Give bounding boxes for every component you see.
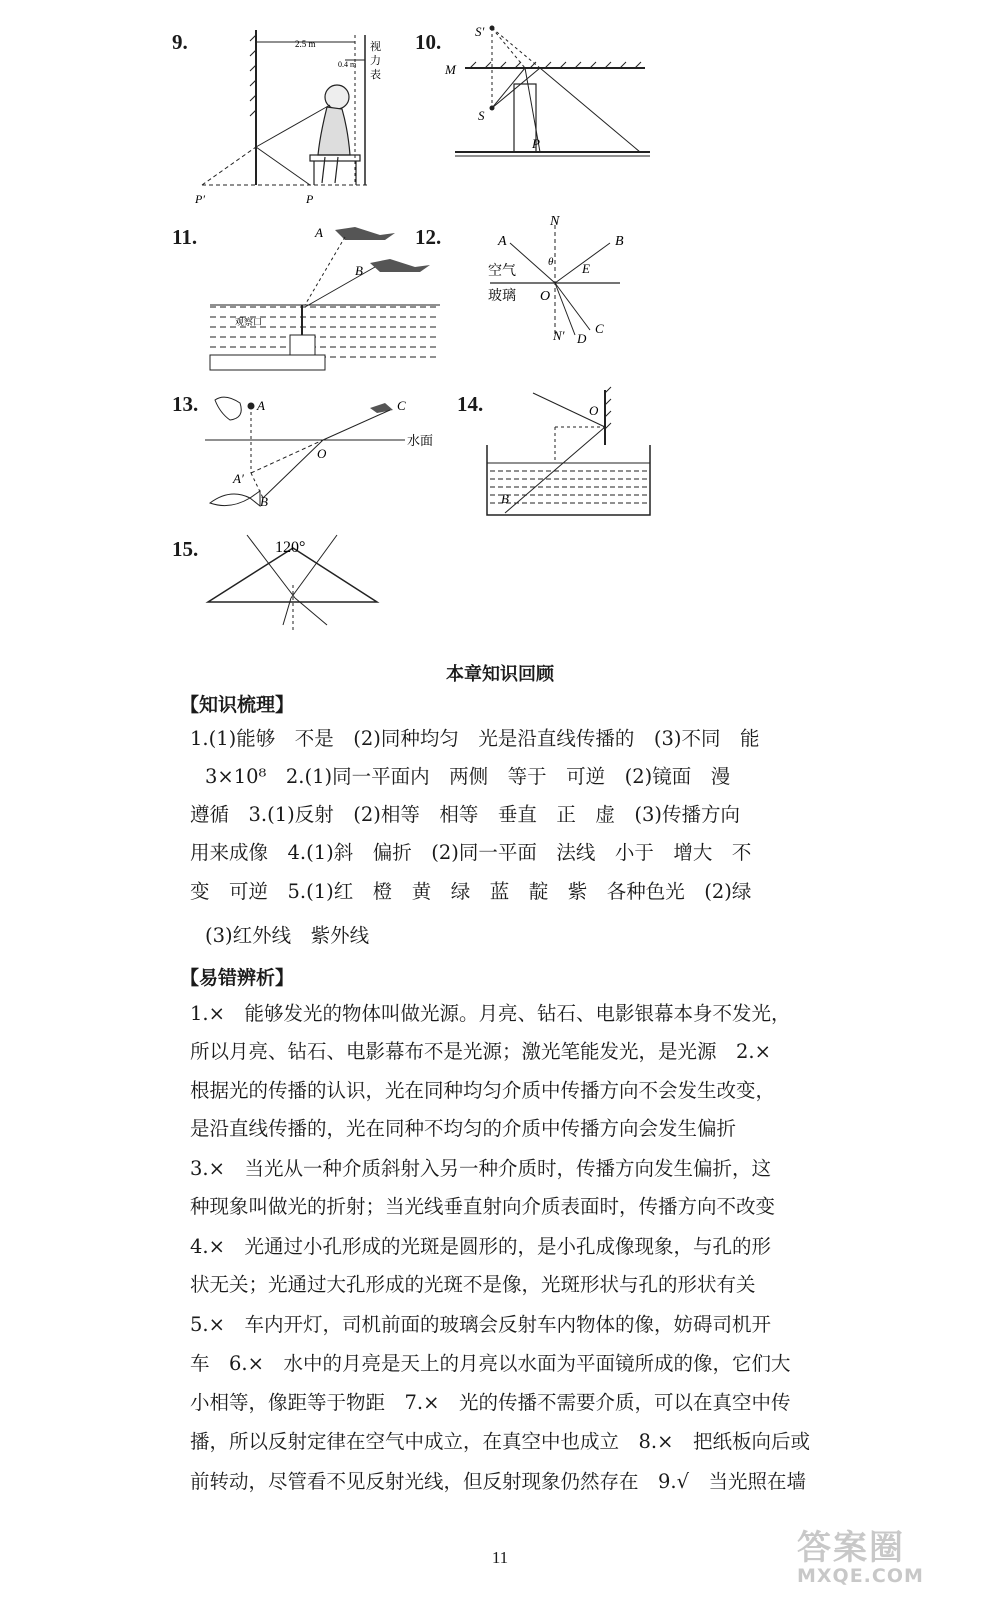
point-o: O: [540, 289, 551, 304]
ray-a: A: [498, 234, 507, 249]
knowledge-line: 用来成像 4.(1)斜 偏折 (2)同一平面 法线 小于 增大 不: [190, 841, 752, 864]
point-p-prime: P′: [195, 192, 205, 206]
analysis-line: 状无关；光通过大孔形成的光斑不是像，光斑形状与孔的形状有关: [190, 1273, 756, 1296]
analysis-line: 4.× 光通过小孔形成的光斑是圆形的，是小孔成像现象，与孔的形: [190, 1235, 771, 1258]
knowledge-line: 3×10⁸ 2.(1)同一平面内 两侧 等于 可逆 (2)镜面 漫: [205, 765, 731, 788]
point-b: B: [501, 491, 509, 506]
page-number: 11: [491, 1548, 509, 1567]
figure-14-mirror-water-tank: [485, 385, 660, 520]
point-a-prime: A′: [233, 471, 244, 486]
ray-d: D: [577, 331, 587, 346]
point-c: C: [397, 398, 406, 413]
eye-icon: [370, 403, 393, 413]
analysis-line: 根据光的传播的认识，光在同种均匀介质中传播方向不会发生改变，: [190, 1079, 776, 1102]
window-label: 观察口: [235, 317, 263, 327]
figure-11-periscope-planes: [205, 215, 445, 380]
eye-chart-label: 视: [370, 41, 381, 53]
svg-text:力: 力: [370, 55, 381, 67]
analysis-line: 5.× 车内开灯，司机前面的玻璃会反射车内物体的像，妨碍司机开: [190, 1313, 771, 1336]
dim-0-4m: 0.4 m: [338, 60, 357, 69]
angle-theta: θ: [548, 256, 554, 268]
plane-a-label: A: [315, 225, 323, 240]
normal-n-prime: N′: [553, 328, 565, 343]
fish-icon: [210, 491, 260, 506]
figure-15-prism: [205, 530, 385, 630]
analysis-line: 车 6.× 水中的月亮是天上的月亮以水面为平面镜所成的像，它们大: [190, 1352, 791, 1375]
svg-text:表: 表: [370, 69, 381, 81]
knowledge-line: 1.(1)能够 不是 (2)同种均匀 光是沿直线传播的 (3)不同 能: [190, 727, 760, 750]
chapter-review-title: 本章知识回顾: [446, 664, 554, 685]
watermark: [797, 1520, 982, 1592]
question-10-number: 10.: [415, 30, 442, 54]
analysis-line: 小相等，像距等于物距 7.× 光的传播不需要介质，可以在真空中传: [190, 1391, 791, 1414]
analysis-line: 是沿直线传播的，光在同种不均匀的介质中传播方向会发生偏折: [190, 1117, 737, 1140]
point-b: B: [260, 494, 268, 509]
question-11-number: 11.: [172, 225, 198, 249]
analysis-line: 3.× 当光从一种介质斜射入另一种介质时，传播方向发生偏折，这: [190, 1157, 771, 1180]
analysis-line: 所以月亮、钻石、电影幕布不是光源；激光笔能发光，是光源 2.×: [190, 1040, 771, 1063]
section-error-analysis-heading: 【易错辨析】: [180, 967, 295, 989]
point-s-prime: S′: [475, 24, 485, 39]
plane-b-label: B: [355, 263, 363, 278]
figure-10-mirror-reflection: [440, 22, 660, 162]
normal-n: N: [550, 214, 560, 229]
question-14-number: 14.: [457, 392, 484, 416]
glass-label: 玻璃: [488, 289, 516, 304]
figure-9-mirror-eye-chart: [190, 25, 420, 210]
water-surface-label: 水面: [407, 433, 434, 448]
knowledge-line: (3)红外线 紫外线: [205, 924, 370, 947]
analysis-line: 1.× 能够发光的物体叫做光源。月亮、钻石、电影银幕本身不发光，: [190, 1002, 791, 1025]
point-p: P: [306, 192, 314, 206]
point-o: O: [589, 403, 599, 418]
bird-icon: [215, 397, 241, 420]
dim-2-5m: 2.5 m: [295, 39, 316, 49]
section-knowledge-heading: 【知识梳理】: [180, 694, 295, 716]
ray-c: C: [595, 321, 604, 336]
figure-13-bird-fish-water: [205, 388, 445, 518]
analysis-line: 种现象叫做光的折射；当光线垂直射向介质表面时，传播方向不改变: [190, 1195, 776, 1218]
question-13-number: 13.: [172, 392, 199, 416]
watermark-top: 答案圈: [797, 1528, 905, 1568]
figure-12-refraction: [480, 215, 640, 345]
angle-120-label: 120°: [275, 539, 306, 556]
analysis-line: 前转动，尽管看不见反射光线，但反射现象仍然存在 9.√ 当光照在墙: [190, 1470, 807, 1493]
point-a: A: [257, 398, 265, 413]
point-s: S: [478, 108, 485, 123]
mirror-m: M: [445, 62, 456, 77]
point-p: P: [532, 136, 540, 151]
analysis-line: 播，所以反射定律在空气中成立，在真空中也成立 8.× 把纸板向后或: [190, 1430, 810, 1453]
knowledge-line: 遵循 3.(1)反射 (2)相等 相等 垂直 正 虚 (3)传播方向: [190, 803, 740, 826]
question-15-number: 15.: [172, 537, 199, 561]
watermark-bottom: MXQE.COM: [797, 1565, 924, 1587]
ray-b: B: [615, 234, 624, 249]
girl-figure: [310, 85, 360, 185]
point-o: O: [317, 446, 327, 461]
plane-b-icon: [370, 259, 430, 272]
air-label: 空气: [488, 264, 516, 279]
knowledge-line: 变 可逆 5.(1)红 橙 黄 绿 蓝 靛 紫 各种色光 (2)绿: [190, 880, 752, 903]
question-9-number: 9.: [172, 30, 188, 54]
point-e: E: [582, 261, 590, 276]
question-12-number: 12.: [415, 225, 442, 249]
